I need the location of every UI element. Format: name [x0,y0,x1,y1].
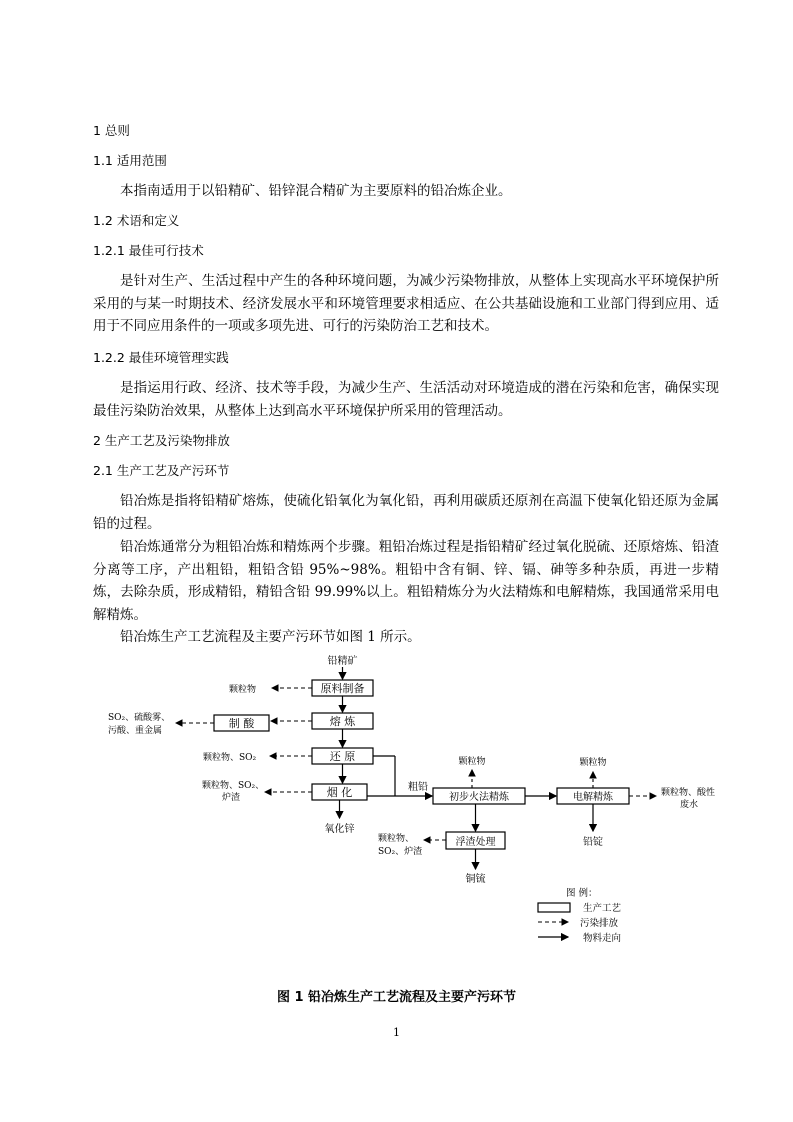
emission-fume-2: 炉渣 [222,793,241,803]
bemp-paragraph: 是指运用行政、经济、技术等手段，为减少生产、生活活动对环境造成的潜在污染和危害，确保实现最佳污染防治效果，从整体上达到高水平环境保护所采用的管理活动。 [93,380,719,419]
section-1-2-1-heading: 1.2.1 最佳可行技术 [93,243,204,258]
emission-dross-2: SO₂、炉渣 [378,847,423,857]
section-1-2-2-heading: 1.2.2 最佳环境管理实践 [93,350,229,365]
label-copper-matte: 铜锍 [465,874,486,885]
label-fire-refining: 初步火法精炼 [449,792,509,803]
legend-title: 图 例： [566,888,598,899]
label-crude-lead: 粗铅 [408,782,428,793]
emission-fume-1: 颗粒物、SO₂、 [202,781,265,791]
label-electrolytic: 电解精炼 [573,792,613,803]
definition-paragraph: 铅冶炼是指将铅精矿熔炼，使硫化铅氧化为氧化铅，再利用碳质还原剂在高温下使氧化铅还原为金属铅的过程。 [93,493,719,532]
legend-pollution: 污染排放 [580,918,619,929]
figure-intro-paragraph: 铅冶炼生产工艺流程及主要产污环节如图 1 所示。 [120,629,421,645]
emission-acid-2: 污酸、重金属 [108,726,163,736]
section-1-2-heading: 1.2 术语和定义 [93,213,180,228]
emission-electro: 颗粒物 [579,758,607,768]
page-number: 1 [393,1026,400,1039]
emission-acid-1: SO₂、硫酸雾、 [108,713,171,723]
scope-paragraph: 本指南适用于以铅精矿、铅锌混合精矿为主要原料的铅冶炼企业。 [120,183,512,199]
label-smelting: 熔 炼 [329,715,356,728]
emission-electro-out-1: 颗粒物、酸性 [661,788,716,798]
label-fuming: 烟 化 [326,786,353,799]
figure-caption: 图 1 铅冶炼生产工艺流程及主要产污环节 [276,990,517,1005]
label-lead-ingot: 铅锭 [583,837,603,848]
section-2-1-heading: 2.1 生产工艺及产污环节 [93,463,230,478]
bat-paragraph: 是针对生产、生活过程中产生的各种环境问题，为减少污染物排放，从整体上实现高水平环境保护所采用的与某一时期技术、经济发展水平和环境管理要求相适应、在公共基础设施和工业部门得到应用、适用于不同应用条件的一项或多项先进、可行的污染防治工艺和技术。 [93,273,719,335]
steps-paragraph: 铅冶炼通常分为粗铅冶炼和精炼两个步骤。粗铅冶炼过程是指铅精矿经过氧化脱硫、还原熔炼、铅渣分离等工序，产出粗铅，粗铅含铅 95%~98%。粗铅中含有铜、锌、镉、砷等多种杂质，再进一步精炼，去除杂质，形成精铅，精铅含铅 99.99%以上。粗铅精炼分为火法精炼和电解精炼，我国通常采用电解精炼。 [93,539,719,624]
section-1-1-heading: 1.1 适用范围 [93,153,167,168]
emission-reduce: 颗粒物、SO₂ [203,753,257,763]
legend-process: 生产工艺 [583,903,622,914]
label-reduction: 还 原 [329,750,356,763]
emission-raw: 颗粒物 [229,685,257,695]
legend-material: 物料走向 [583,933,622,944]
section-2-heading: 2 生产工艺及污染物排放 [93,433,230,448]
section-1-heading: 1 总则 [93,123,130,138]
label-zinc-oxide: 氧化锌 [324,824,355,835]
label-dross: 浮渣处理 [455,837,496,848]
emission-dross-1: 颗粒物、 [378,834,415,844]
legend-process-swatch [538,903,570,912]
label-acid: 制 酸 [228,717,255,730]
emission-fire: 颗粒物 [458,757,486,767]
label-lead-concentrate: 铅精矿 [327,656,358,667]
label-raw-prep: 原料制备 [320,682,365,695]
emission-electro-out-2: 废水 [680,800,699,810]
